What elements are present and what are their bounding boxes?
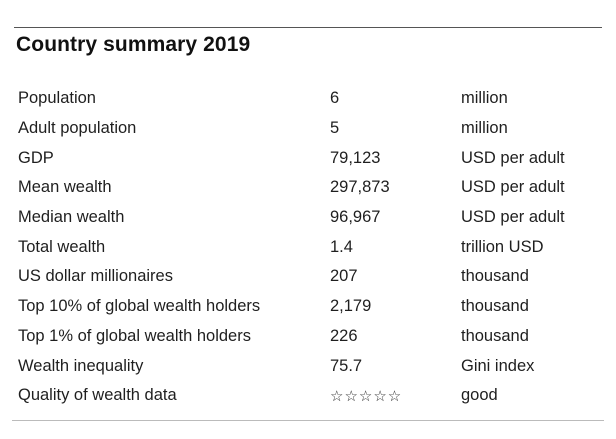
row-label: Population [18,89,96,108]
table-row-mean-wealth [18,173,598,203]
bottom-divider [12,420,604,421]
row-unit: million [461,89,508,108]
row-label: Adult population [18,119,137,138]
table-row-total-wealth [18,232,598,262]
row-unit: good [461,386,498,405]
star-rating-icon: ☆☆☆☆☆ [330,386,403,405]
row-label: GDP [18,148,54,167]
table-row-us-dollar-millionaires [18,262,598,292]
row-value: 6 [330,89,340,108]
summary-table [18,84,598,411]
row-unit: USD per adult [461,148,565,167]
row-unit: thousand [461,297,529,316]
row-value: 226 [330,326,358,345]
table-row-population [18,84,598,114]
table-row-median-wealth [18,203,598,233]
row-label: Top 10% of global wealth holders [18,297,261,316]
table-row-top-10-percent [18,292,598,322]
row-unit: thousand [461,326,529,345]
row-label: Top 1% of global wealth holders [18,326,251,345]
row-unit: trillion USD [461,237,544,256]
row-label: Median wealth [18,208,125,227]
top-divider [14,27,602,28]
table-row-gdp [18,143,598,173]
table-row-wealth-inequality [18,351,598,381]
row-unit: million [461,119,508,138]
row-unit: thousand [461,267,529,286]
row-value: 1.4 [330,237,353,256]
row-value: 96,967 [330,208,381,227]
row-label: Total wealth [18,237,106,256]
row-value: 2,179 [330,297,372,316]
row-value: 207 [330,267,358,286]
row-label: US dollar millionaires [18,267,173,286]
row-label: Mean wealth [18,178,112,197]
row-label: Wealth inequality [18,356,144,375]
page-title: Country summary 2019 [16,33,251,56]
table-row-quality-of-data [18,381,598,411]
row-unit: Gini index [461,356,535,375]
row-unit: USD per adult [461,178,565,197]
row-value: 79,123 [330,148,381,167]
row-value: 297,873 [330,178,390,197]
row-unit: USD per adult [461,208,565,227]
row-value: 75.7 [330,356,363,375]
row-value: 5 [330,119,340,138]
table-row-top-1-percent [18,322,598,352]
row-label: Quality of wealth data [18,386,177,405]
table-row-adult-population [18,114,598,144]
